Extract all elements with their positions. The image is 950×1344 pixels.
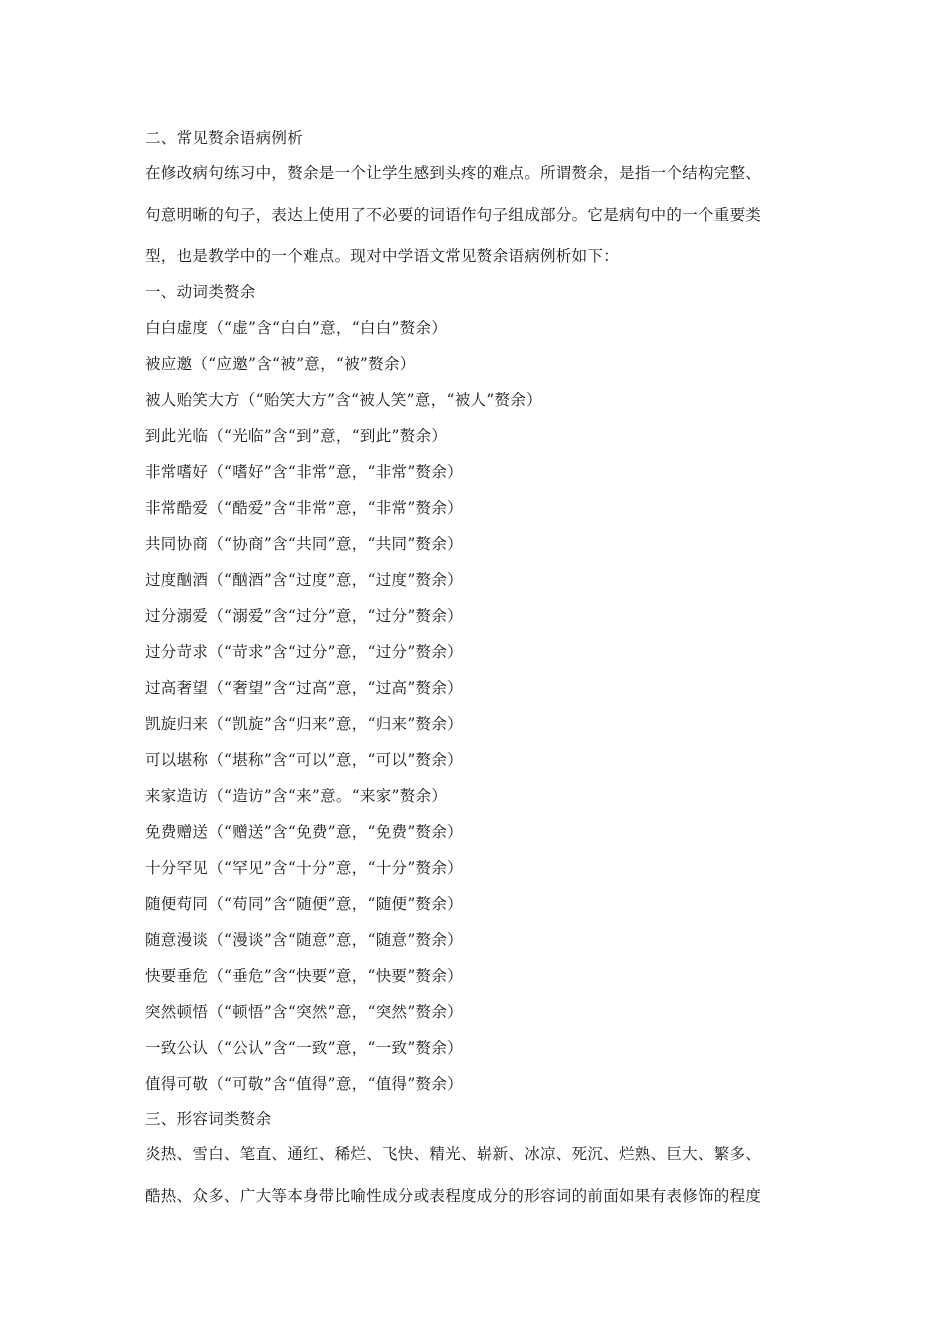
intro-line-3: 型，也是教学中的一个难点。现对中学语文常见赘余语病例析如下： bbox=[145, 247, 620, 265]
verb-example: 到此光临（“光临”含“到”意，“到此”赘余） bbox=[145, 427, 448, 445]
verb-example: 过分溺爱（“溺爱”含“过分”意，“过分”赘余） bbox=[145, 607, 463, 625]
verb-example: 快要垂危（“垂危”含“快要”意，“快要”赘余） bbox=[145, 967, 463, 985]
intro-line-1: 在修改病句练习中，赘余是一个让学生感到头疼的难点。所谓赘余，是指一个结构完整、 bbox=[145, 164, 762, 182]
verb-example: 凯旋归来（“凯旋”含“归来”意，“归来”赘余） bbox=[145, 715, 463, 733]
verb-example: 被应邀（“应邀”含“被”意，“被”赘余） bbox=[145, 355, 416, 373]
verb-example: 被人贻笑大方（“贻笑大方”含“被人笑”意，“被人”赘余） bbox=[145, 391, 542, 409]
verb-example: 十分罕见（“罕见”含“十分”意，“十分”赘余） bbox=[145, 859, 463, 877]
verb-example: 随意漫谈（“漫谈”含“随意”意，“随意”赘余） bbox=[145, 931, 463, 949]
section-heading-verb-redundancy: 一、动词类赘余 bbox=[145, 283, 256, 301]
verb-example: 共同协商（“协商”含“共同”意，“共同”赘余） bbox=[145, 535, 463, 553]
verb-example: 过度酗酒（“酗酒”含“过度”意，“过度”赘余） bbox=[145, 571, 463, 589]
intro-line-2: 句意明晰的句子，表达上使用了不必要的词语作句子组成部分。它是病句中的一个重要类 bbox=[145, 206, 762, 224]
adjective-text-line-1: 炎热、雪白、笔直、通红、稀烂、飞快、精光、崭新、冰凉、死沉、烂熟、巨大、繁多、 bbox=[145, 1145, 762, 1163]
section-heading-adjective-redundancy: 三、形容词类赘余 bbox=[145, 1110, 272, 1128]
verb-example: 白白虚度（“虚”含“白白”意，“白白”赘余） bbox=[145, 319, 448, 337]
verb-example: 非常酷爱（“酷爱”含“非常”意，“非常”赘余） bbox=[145, 499, 463, 517]
verb-example: 突然顿悟（“顿悟”含“突然”意，“突然”赘余） bbox=[145, 1003, 463, 1021]
verb-example: 可以堪称（“堪称”含“可以”意，“可以”赘余） bbox=[145, 751, 463, 769]
section-heading-common-redundancy: 二、常见赘余语病例析 bbox=[145, 129, 304, 147]
verb-example: 来家造访（“造访”含“来”意。“来家”赘余） bbox=[145, 787, 448, 805]
verb-example: 过分苛求（“苛求”含“过分”意，“过分”赘余） bbox=[145, 643, 463, 661]
verb-example: 值得可敬（“可敬”含“值得”意，“值得”赘余） bbox=[145, 1075, 463, 1093]
verb-example: 随便苟同（“苟同”含“随便”意，“随便”赘余） bbox=[145, 895, 463, 913]
adjective-text-line-2: 酷热、众多、广大等本身带比喻性成分或表程度成分的形容词的前面如果有表修饰的程度 bbox=[145, 1187, 762, 1205]
verb-example: 一致公认（“公认”含“一致”意，“一致”赘余） bbox=[145, 1039, 463, 1057]
verb-example: 过高奢望（“奢望”含“过高”意，“过高”赘余） bbox=[145, 679, 463, 697]
verb-example: 非常嗜好（“嗜好”含“非常”意，“非常”赘余） bbox=[145, 463, 463, 481]
verb-example: 免费赠送（“赠送”含“免费”意，“免费”赘余） bbox=[145, 823, 463, 841]
